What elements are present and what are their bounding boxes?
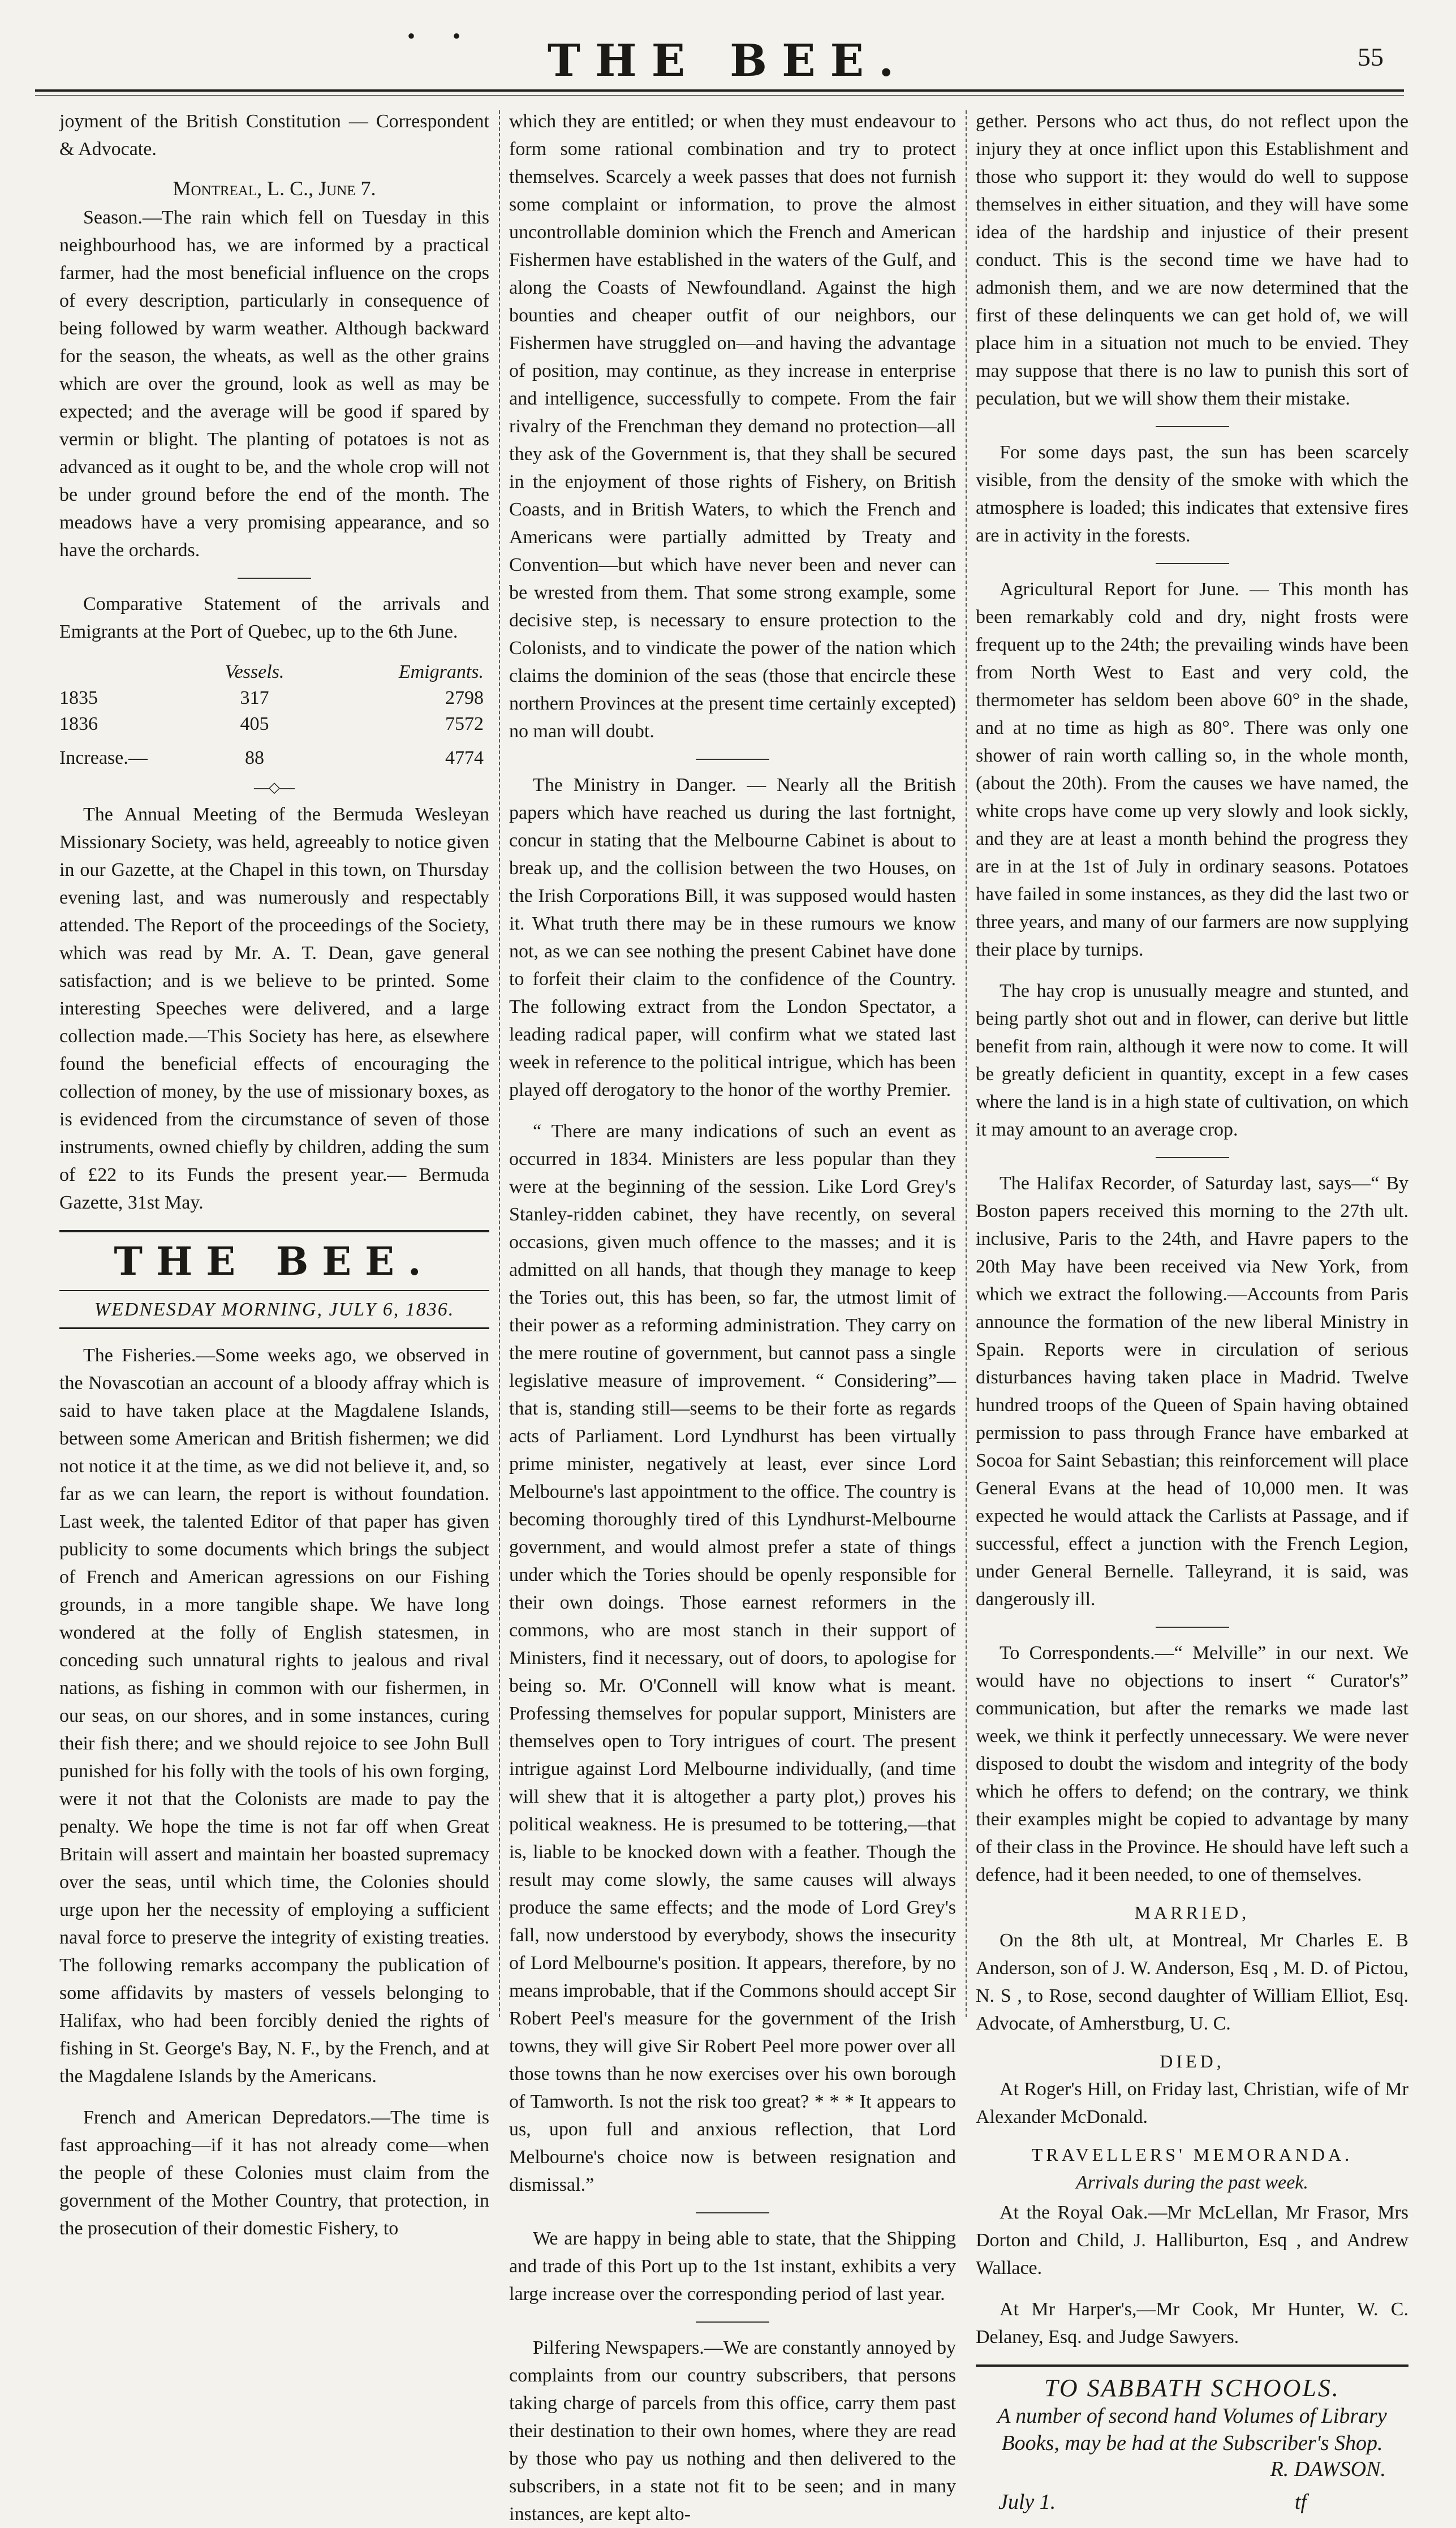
article-comparative-statement: Comparative Statement of the arrivals and Emigrants at the Port of Quebec, up to the 6th June. <box>59 594 489 642</box>
column-divider-1 <box>499 110 500 2017</box>
header-rule-thin <box>35 95 1404 96</box>
advert-body: A number of second hand Volumes of Library Books, may be had at the Subscriber's Shop. <box>997 2404 1387 2455</box>
divider <box>1156 1627 1229 1628</box>
masthead-dots: • • <box>407 23 477 49</box>
divider <box>696 759 769 760</box>
arrivals-harpers: At Mr Harper's,—Mr Cook, Mr Hunter, W. C. Delaney, Esq. and Judge Sawyers. <box>976 2299 1408 2348</box>
article-hay-crop: The hay crop is unusually meagre and stunted, and being partly shot out and in flower, can derive but little benefit from rain, although it were now to come. It will be greatly deficient in quantity, except in a few cases where the land is in a high state of cultivation, on which it may amount to an average crop. <box>976 981 1408 1140</box>
article-season: Season.—The rain which fell on Tuesday in this neighbourhood has, we are informed by a practical farmer, had the most beneficial influence on the crops of every description, particularly in consequence of being followed by warm weather. Although backward for the season, the wheats, as well as the other grains which are over the ground, look as well as may be expected; and the average will be good if spared by vermin or blight. The planting of potatoes is not as advanced as it ought to be, and the whole crop will not be under ground before the end of the month. The meadows have a very promising appearance, and so have the orchards. <box>59 207 489 561</box>
advert-signature: R. DAWSON. <box>1270 2457 1386 2481</box>
stats-row: 1836 405 7572 <box>59 713 484 734</box>
column-2 <box>509 108 956 2525</box>
edition-date: WEDNESDAY MORNING, JULY 6, 1836. <box>59 1299 489 1329</box>
divider <box>696 2212 769 2213</box>
advert-title: TO SABBATH SCHOOLS. <box>1044 2374 1340 2402</box>
article-agricultural-report: Agricultural Report for June. — This month has been remarkably cold and dry, night frosts were frequent up to the 24th; the prevailing winds have been from North West to East and very cold, the thermometer has seldom been above 60° in the shade, and at no time as high as 80°. There was only one shower of rain worth calling so, in the whole month, (about the 20th). From the causes we have named, the white crops have come up very slowly and look sickly, and they are at least a month behind the progress they are in at the 1st of July in ordinary seasons. Potatoes have failed in some instances, as they did the last two or three years, and many of our farmers are now supplying their place by turnips. <box>976 579 1408 960</box>
article-continuation: which they are entitled; or when they must endeavour to form some rational combination and try to protect themselves. Scarcely a week passes that does not furnish some complaint or information, to prove the almost uncontrollable dominion which the French and American Fishermen have established in the waters of the Gulf, and along the Coasts of Newfoundland. Against the high bounties and cheaper outfit of our neighbors, our Fishermen have struggled on—and having the advantage of position, may continue, as they increase in enterprise and intelligence, successfully to compete. From the fair rivalry of the Frenchman they demand no protection—all they ask of the Government is, that they shall be secured in the enjoyment of those rights of Fishery, on British Coasts, and in British Waters, to which the French and Americans were partially admitted by Treaty and Convention—but which have never been and never can be wrested from them. That some strong example, some decisive step, is necessary to ensure protection to the Colonists, and to vindicate the power of the nation which claims the dominion of the seas (those that encircle these northern Provinces at the present time certainly excepted) no man will doubt. <box>509 111 956 742</box>
divider <box>1156 426 1229 427</box>
married-notice: On the 8th ult, at Montreal, Mr Charles E. B Anderson, son of J. W. Anderson, Esq , M. D. of Pictou, N. S , to Rose, second daughter of William Elliot, Esq. Advocate, of Amherstburg, U. C. <box>976 1930 1408 2034</box>
stats-total-row: Increase.— 88 4774 <box>59 747 484 768</box>
article-ministry-in-danger: The Ministry in Danger. — Nearly all the British papers which have reached us during the last fortnight, concur in stating that the Melbourne Cabinet is about to break up, and the collision between the two Houses, on the Irish Corporations Bill, it was supposed would hasten it. What truth there may be in these rumours we know not, as we can see nothing the present Cabinet have done to forfeit their claim to the confidence of the Country. The following extract from the London Spectator, a leading radical paper, will confirm what we stated last week in reference to the political intrigue, which has been played off derogatory to the honor of the worthy Premier. <box>509 775 956 1100</box>
article-french-american-depredators: French and American Depredators.—The time is fast approaching—if it has not already come—when the people of these Colonies must claim from the government of the Mother Country, that protection, in the prosecution of their domestic Fishery, to <box>59 2107 489 2239</box>
emigrant-statistics-table <box>59 659 489 771</box>
column-1 <box>59 108 489 2239</box>
died-notice: At Roger's Hill, on Friday last, Christian, wife of Mr Alexander McDonald. <box>976 2079 1408 2127</box>
arrivals-subheading: Arrivals during the past week. <box>1076 2172 1308 2193</box>
section-masthead <box>59 1230 489 1291</box>
died-heading: DIED, <box>1160 2051 1225 2071</box>
travellers-heading: TRAVELLERS' MEMORANDA. <box>1031 2144 1353 2165</box>
column-3 <box>976 108 1408 2514</box>
article-shipping: We are happy in being able to state, that the Shipping and trade of this Port up to the 1st instant, exhibits a very large increase over the corresponding period of last year. <box>509 2228 956 2305</box>
article-spectator-quote: “ There are many indications of such an event as occurred in 1834. Ministers are less popular than they were at the beginning of the session. Like Lord Grey's Stanley-ridden cabinet, they have recently, on several occasions, given much offence to the masses; and it is admitted on all hands, that though they manage to keep the Tories out, this has been, so far, the utmost limit of their power as a reforming administration. They carry on the mere routine of government, but cannot pass a single legislative measure of improvement. “ Considering”—that is, standing still—seems to be their forte as regards acts of Parliament. Lord Lyndhurst has been virtually prime minister, negatively at least, ever since Lord Melbourne's last appointment to the office. The country is becoming thoroughly tired of this Lyndhurst-Melbourne government, and would almost prefer a state of things under which the Tories should be openly responsible for their own doings. Those earnest reformers in the commons, who are most stanch in their support of Ministers, find it necessary, out of doors, to apologise for being so. Mr. O'Connell will know what is meant. Professing themselves for popular support, Ministers are themselves open to Tory intrigues of court. The present intrigue against Lord Melbourne individually, (and time will shew that it is altogether a party plot,) proves his political weakness. He is presumed to be tottering,—that is, liable to be knocked down with a feather. Though the result may come slowly, the same causes will always produce the same effects; and the mode of Lord Grey's fall, now understood by everybody, shows the insecurity of Lord Melbourne's position. It appears, therefore, by no means improbable, that if the Commons should accept Sir Robert Peel's measure for the government of the Irish towns, they will give Sir Robert Peel more power over all those towns than he now exercises over his own borough of Tamworth. Is not the risk too great? * * * It appears to us, upon full and anxious reflection, that Lord Melbourne's choice now is between resignation and dismissal.” <box>509 1121 956 2195</box>
article-to-correspondents: To Correspondents.—“ Melville” in our next. We would have no objections to insert “ Curator's” communication, but after the remarks we made last week, we think it perfectly unnecessary. We were never disposed to doubt the wisdom and integrity of the body which he offers to defend; on the contrary, we think their examples might be copied to advantage by many of their class in the Province. He should have left such a defence, had it been needed, to one of themselves. <box>976 1643 1408 1885</box>
stats-header-row: Vessels. Emigrants. <box>225 661 484 682</box>
article-pilfering-newspapers: Pilfering Newspapers.—We are constantly annoyed by complaints from our country subscribers, that persons taking charge of parcels from this office, carry them past their destination to their own homes, where they are read by those who pay us nothing and then delivered to the subscribers, in a state not fit to be seen; and in many instances, are kept alto- <box>509 2337 956 2525</box>
section-masthead-title: THE BEE. <box>114 1239 435 1284</box>
article-fisheries: The Fisheries.—Some weeks ago, we observed in the Novascotian an account of a bloody affray which is said to have taken place at the Magdalene Islands, between some American and British fishermen; we did not notice it at the time, as we did not believe it, and, so far as we can learn, the report is without foundation. Last week, the talented Editor of that paper has given publicity to some documents which brings the subject of French and American agressions on our Fishing grounds, in a more tangible shape. We have long wondered at the folly of English statesmen, in conceding such unnatural rights to jealous and rival nations, as fishing in common with our fishermen, in our seas, on our shores, and in some instances, curing their fish there; and we should rejoice to see John Bull punished for his folly with the tools of his own forging, were it not that the Colonists are made to pay the penalty. We hope the time is not far off when Great Britain will assert and maintain her boasted supremacy over the seas, until which time, the Colonies should urge upon her the necessity of employing a sufficient naval force to preserve the integrity of existing treaties. The following remarks accompany the publication of some affidavits by masters of vessels belonging to Halifax, who had been forcibly denied the rights of fishing in St. George's Bay, N. F., by the French, and at the Magdalene Islands by the Americans. <box>59 1345 489 2087</box>
advert-footer <box>976 2490 1408 2514</box>
divider <box>696 2321 769 2323</box>
ornament-divider: —◇— <box>254 779 295 796</box>
arrivals-royal-oak: At the Royal Oak.—Mr McLellan, Mr Frasor, Mrs Dorton and Child, J. Halliburton, Esq , and Andrew Wallace. <box>976 2202 1408 2278</box>
divider <box>238 578 311 579</box>
advert-date: July 1. <box>998 2490 1056 2514</box>
dateline-montreal: Montreal, L. C., June 7. <box>173 177 376 200</box>
article-smoke-fires: For some days past, the sun has been scarcely visible, from the density of the smoke with which the atmosphere is loaded; this indicates that extensive fires are in activity in the forests. <box>976 442 1408 546</box>
advert-code: tf <box>1294 2490 1307 2514</box>
stats-row: 1835 317 2798 <box>59 687 484 708</box>
article-continuation: joyment of the British Constitution — Correspondent & Advocate. <box>59 111 489 160</box>
page-number: 55 <box>1358 42 1384 71</box>
masthead <box>0 0 1456 108</box>
advertisement-sabbath-schools <box>976 2364 1408 2514</box>
article-halifax-recorder: The Halifax Recorder, of Saturday last, says—“ By Boston papers received this morning to the 27th ult. inclusive, Paris to the 24th, and Havre papers to the 20th May have been received via New York, from which we extract the following.—Accounts from Paris announce the formation of the new liberal Ministry in Spain. Reports were in circulation of serious disturbances having taken place in Madrid. Twelve hundred troops of the Queen of Spain having obtained permission to pass through France have embarked at Socoa for Saint Sebastian; this reinforcement will place General Evans at the head of 10,000 men. It was expected he would attack the Carlists at Passage, and if successful, effect a junction with the French Legion, under General Bernelle. Talleyrand, it is said, was dangerously ill. <box>976 1173 1408 1610</box>
article-bermuda-missionary: The Annual Meeting of the Bermuda Wesleyan Missionary Society, was held, agreeably to notice given in our Gazette, at the Chapel in this town, on Thursday evening last, and was numerously and respectably attended. The Report of the proceedings of the Society, which was read by Mr. A. T. Dean, gave general satisfaction; and is we believe to be printed. Some interesting Speeches were delivered, and a large collection made.—This Society has here, as elsewhere found the beneficial effects of encouraging the collection of money, by the use of missionary boxes, as is evidenced from the circumstance of seven of those instruments, owned chiefly by children, adding the sum of £22 to its Funds the present year.— Bermuda Gazette, 31st May. <box>59 804 489 1213</box>
article-continuation: gether. Persons who act thus, do not reflect upon the injury they at once inflict upon this Establishment and those who support it: they would do well to suppose themselves in either situation, and they will have some idea of the hardship and injustice of their present conduct. This is the second time we have had to admonish them, and we are now determined that the first of these delinquents we can get hold of, we will place him in a situation not much to be envied. They may suppose that there is no law to punish this sort of peculation, but we will show them their mistake. <box>976 111 1408 409</box>
column-divider-2 <box>966 110 967 2017</box>
married-heading: MARRIED, <box>1134 1902 1250 1923</box>
divider <box>1156 1157 1229 1158</box>
divider <box>1156 563 1229 564</box>
newspaper-title: THE BEE. <box>547 35 909 87</box>
header-rule <box>35 89 1404 92</box>
